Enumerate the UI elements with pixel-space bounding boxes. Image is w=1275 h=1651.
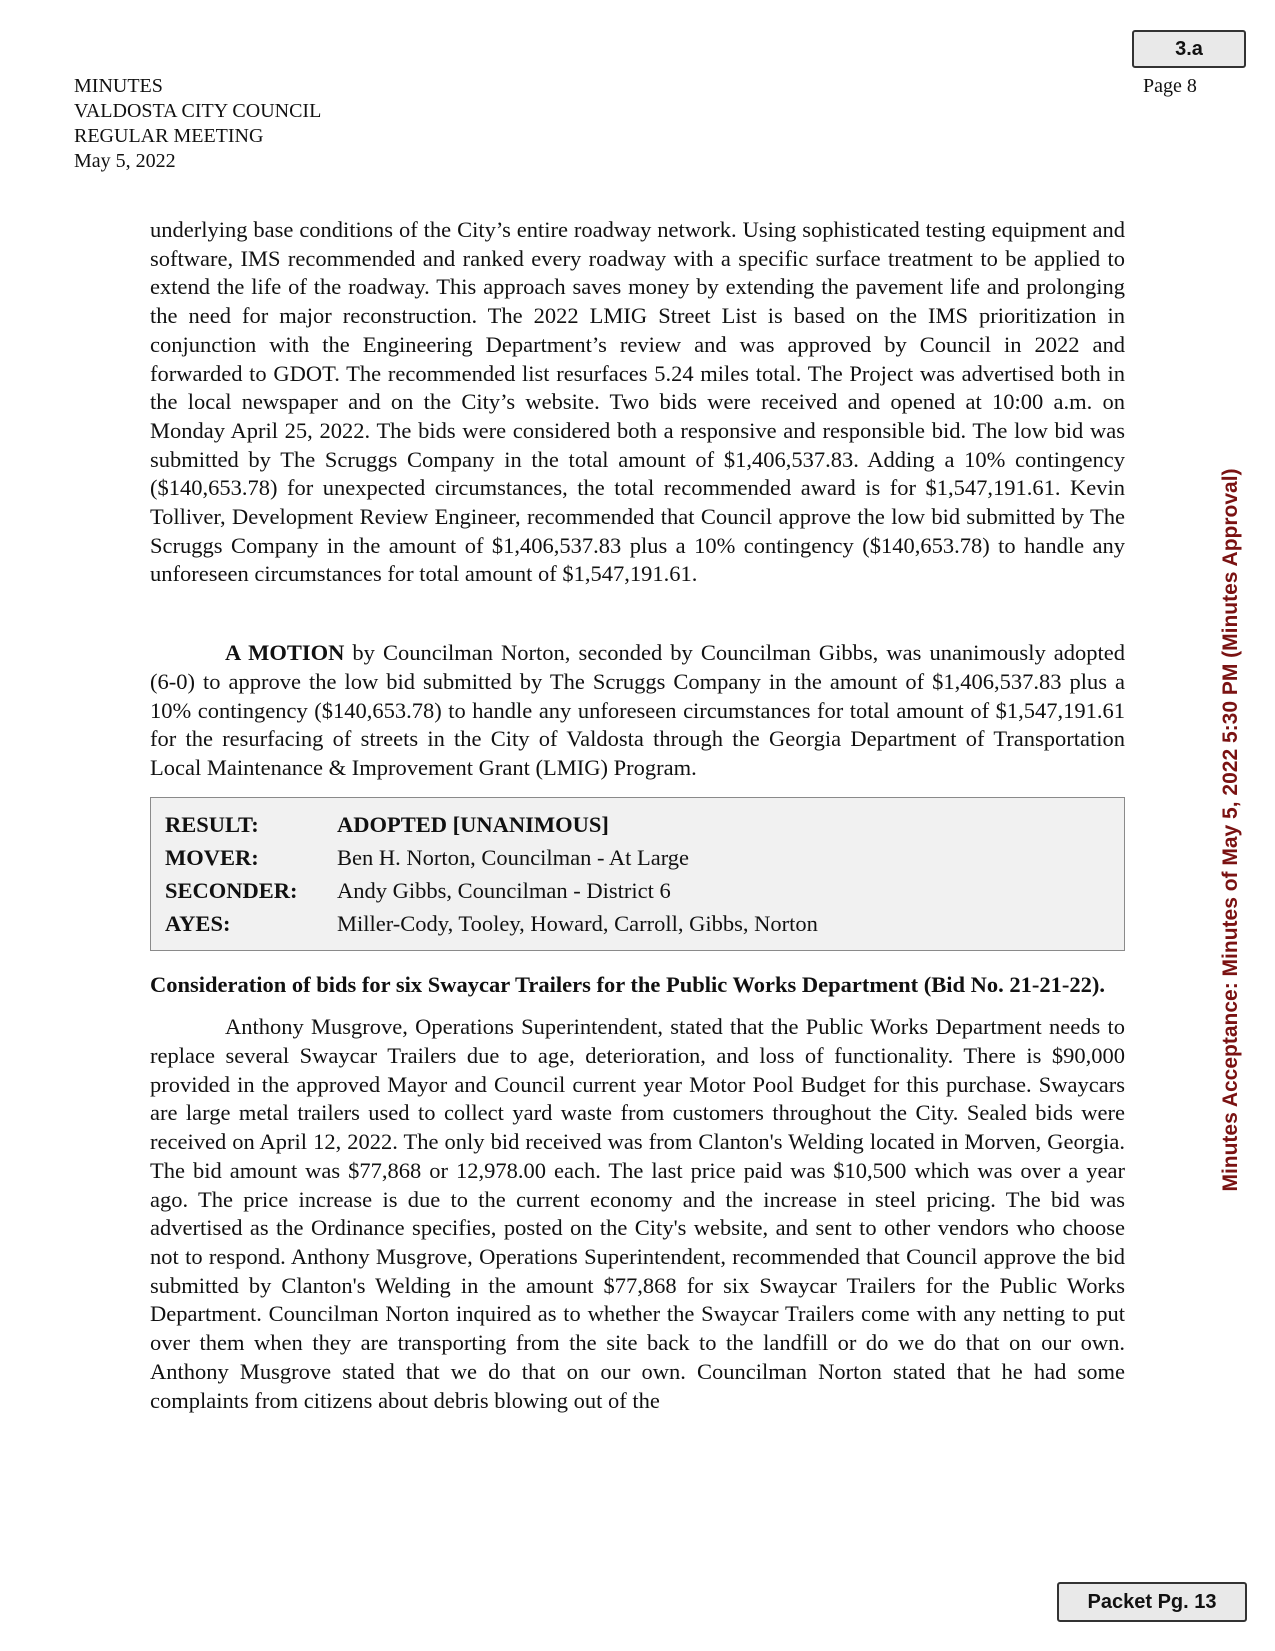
agenda-tag: 3.a bbox=[1132, 30, 1246, 68]
result-label: RESULT: bbox=[165, 811, 259, 837]
header-council: VALDOSTA CITY COUNCIL bbox=[74, 100, 322, 122]
ayes-value: Miller-Cody, Tooley, Howard, Carroll, Gibbs, Norton bbox=[337, 910, 818, 936]
paragraph-lmig-background: underlying base conditions of the City’s entire roadway network. Using sophisticated testing equipment and software, IMS recommended and ranked every roadway with a specific surface treatment to be applied to extend the life of the roadway. This approach saves money by extending the pavement life and prolonging the need for major reconstruction. The 2022 LMIG Street List is based on the IMS prioritization in conjunction with the Engineering Department’s review and was approved by Council in 2022 and forwarded to GDOT. The recommended list resurfaces 5.24 miles total. The Project was advertised both in the local newspaper and on the City’s website. Two bids were received and opened at 10:00 a.m. on Monday April 25, 2022. The bids were considered both a responsive and responsible bid. The low bid was submitted by The Scruggs Company in the total amount of $1,406,537.83. Adding a 10% contingency ($140,653.78) for unexpected circumstances, the total recommended award is for $1,547,191.61. Kevin Tolliver, Development Review Engineer, recommended that Council approve the low bid submitted by The Scruggs Company in the amount of $1,406,537.83 plus a 10% contingency ($140,653.78) to handle any unforeseen circumstances for total amount of $1,547,191.61. bbox=[150, 217, 1125, 587]
vote-result-box bbox=[150, 797, 1125, 951]
mover-row bbox=[165, 841, 1110, 874]
page-number: Page 8 bbox=[1143, 75, 1197, 97]
header-minutes: MINUTES bbox=[74, 75, 163, 97]
mover-value: Ben H. Norton, Councilman - At Large bbox=[337, 844, 690, 870]
result-value: ADOPTED [UNANIMOUS] bbox=[337, 811, 609, 837]
motion-lead: A MOTION bbox=[225, 640, 345, 666]
header-meeting-type: REGULAR MEETING bbox=[74, 125, 264, 147]
mover-label: MOVER: bbox=[165, 844, 259, 870]
document-body bbox=[150, 216, 1125, 1415]
section-title-swaycar-bids: Consideration of bids for six Swaycar Trailers for the Public Works Department (Bid No. 21-21-22). bbox=[150, 971, 1105, 997]
seconder-value: Andy Gibbs, Councilman - District 6 bbox=[337, 877, 671, 903]
seconder-row bbox=[165, 874, 1110, 907]
ayes-row bbox=[165, 907, 1110, 940]
document-header bbox=[74, 74, 321, 174]
result-row bbox=[165, 808, 1110, 841]
header-date: May 5, 2022 bbox=[74, 150, 176, 172]
seconder-label: SECONDER: bbox=[165, 877, 298, 903]
packet-page-label: Packet Pg. 13 bbox=[1057, 1582, 1247, 1622]
motion-paragraph bbox=[150, 639, 1125, 783]
ayes-label: AYES: bbox=[165, 910, 231, 936]
minutes-acceptance-sidebar: Minutes Acceptance: Minutes of May 5, 2022 5:30 PM (Minutes Approval) bbox=[1219, 468, 1242, 1192]
paragraph-swaycar-discussion: Anthony Musgrove, Operations Superintendent, stated that the Public Works Department needs to replace several Swaycar Trailers due to age, deterioration, and loss of functionality. There is $90,000 provided in the approved Mayor and Council current year Motor Pool Budget for this purchase. Swaycars are large metal trailers used to collect yard waste from customers throughout the City. Sealed bids were received on April 12, 2022. The only bid received was from Clanton's Welding located in Morven, Georgia. The bid amount was $77,868 or 12,978.00 each. The last price paid was $10,500 which was over a year ago. The price increase is due to the current economy and the increase in steel pricing. The bid was advertised as the Ordinance specifies, posted on the City's website, and sent to other vendors who choose not to respond. Anthony Musgrove, Operations Superintendent, recommended that Council approve the bid submitted by Clanton's Welding in the amount $77,868 for six Swaycar Trailers for the Public Works Department. Councilman Norton inquired as to whether the Swaycar Trailers come with any netting to put over them when they are transporting from the site back to the landfill or do we do that on our own. Anthony Musgrove stated that we do that on our own. Councilman Norton stated that he had some complaints from citizens about debris blowing out of the bbox=[150, 1014, 1125, 1413]
motion-text: by Councilman Norton, seconded by Councilman Gibbs, was unanimously adopted (6-0) to approve the low bid submitted by The Scruggs Company in the amount of $1,406,537.83 plus a 10% contingency ($140,653.78) to handle any unforeseen circumstances for total amount of $1,547,191.61 for the resurfacing of streets in the City of Valdosta through the Georgia Department of Transportation Local Maintenance & Improvement Grant (LMIG) Program. bbox=[150, 640, 1125, 780]
